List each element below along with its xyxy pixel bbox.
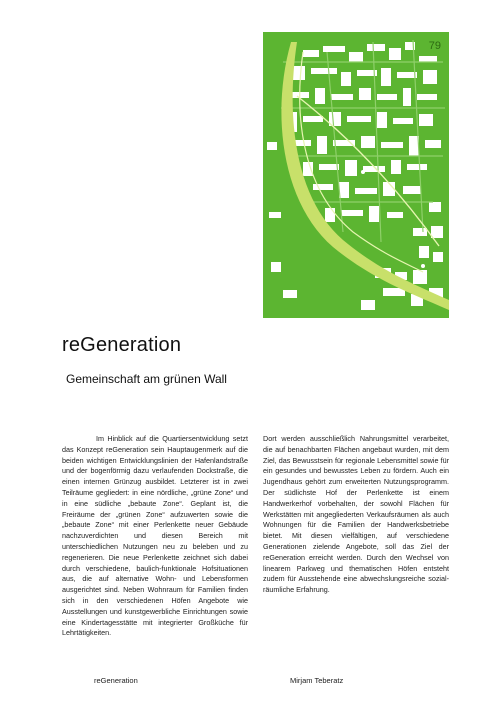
body-column-left bbox=[62, 434, 248, 639]
page-subtitle: Gemeinschaft am grünen Wall bbox=[66, 372, 227, 386]
page-title: reGeneration bbox=[62, 334, 182, 356]
site-plan-drawing bbox=[263, 32, 449, 318]
footer-right: Mirjam Teberatz bbox=[290, 676, 344, 685]
site-plan-map bbox=[263, 32, 449, 318]
footer-left: reGeneration bbox=[94, 676, 138, 685]
body-paragraph-left: Im Hinblick auf die Quartiersentwicklung setzt das Konzept reGeneration sein Hauptaugenmerk auf die beiden wichtigen Entwicklungslinien der Hafenlandstraße und der bogenförmig dazu verlaufenden Dockstraße, die einen internen Grünzug ausbildet. Letzterer ist in zwei Teilräume gegliedert: in eine nördliche, „grüne Zone“ und in eine südliche „bebaute Zone“. Geplant ist, die Freiräume der „grünen Zone“ aufzuwerten sowie die „bebaute Zone“ mit einer Perlenkette neuer Gebäude nachzuverdichten und diesen Bereich mit unterschiedlichen Nutzungen neu zu beleben und zu regenerieren. Die neue Perlenkette zeichnet sich dabei durch verschiedene, baulich-funktionale Hofsituationen aus, die auf alternative Wohn- und Lebensformen ausgerichtet sind. Neben Wohnraum für Familien finden sich in den verschiedenen Höfen Angebote wie Ausstellungen und kunstgewerbliche Einrichtungen sowie eine Kindertagesstätte mit integrierter Großküche für Lehrtätigkeiten. bbox=[62, 434, 248, 638]
body-paragraph-right: Dort werden ausschließlich Nahrungsmittel verarbeitet, die auf benachbarten Flächen angebaut wurden, mit dem Ziel, das Bewusstsein für regionale Lebensmittel sowie für ein gesundes und bewusstes Leben zu fördern. Auch ein Jugendhaus gehört zum erweiterten Nutzungsprogramm. Der südlichste Hof der Perlenkette ist einem Handwerkerhof vorbehalten, der sowohl Flächen für Werkstätten mit angegliederten Verkaufsräumen als auch Wohnungen für die Familien der Handwerksbetriebe bietet. Mit diesen vielfältigen, auf verschiedene Generationen zielende Angebote, soll das Ziel der reGeneration erreicht werden. Durch den Wechsel von linearem Parkweg und thematischen Höfen entsteht zudem für Ausstehende eine abwechslungsreiche sozial-räumliche Erfahrung. bbox=[263, 434, 449, 595]
body-column-right bbox=[263, 434, 449, 596]
page-number: 79 bbox=[428, 40, 441, 52]
